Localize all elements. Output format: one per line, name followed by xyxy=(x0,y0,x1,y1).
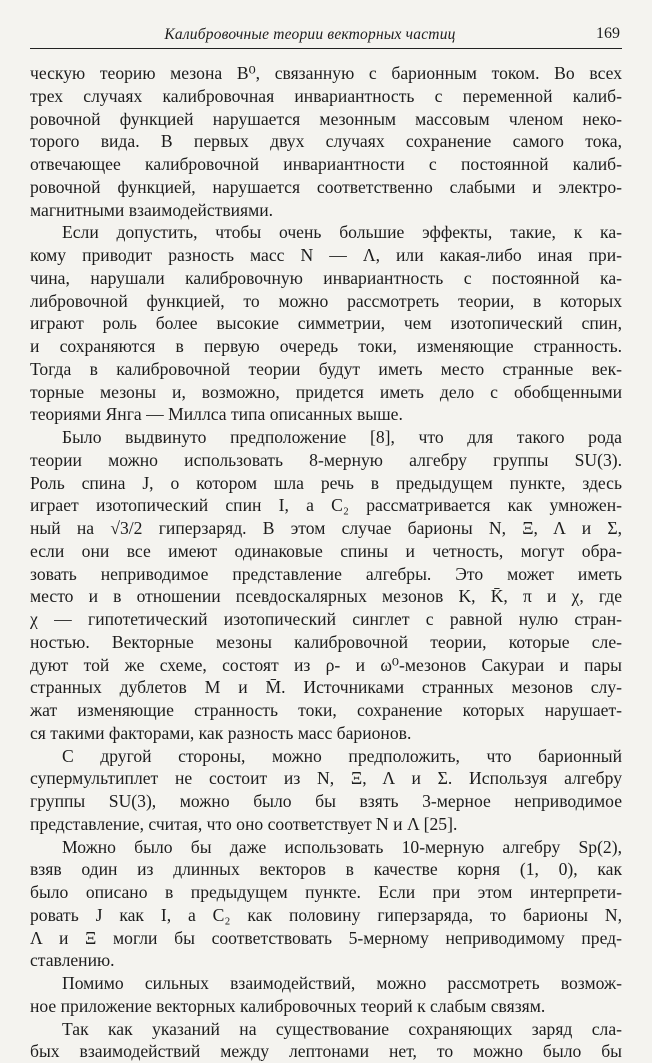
text-line: Тогда в калибровочной теории будут иметь место странные век- xyxy=(30,358,622,381)
text-line: группы SU(3), можно было бы взять 3-мерное неприводимое xyxy=(30,790,622,813)
text-line: место и в отношении псевдоскалярных мезонов K, K̄, π и χ, где xyxy=(30,585,622,608)
paragraph-7 xyxy=(30,1018,622,1063)
text-line: теориями Янга — Миллса типа описанных выше. xyxy=(30,403,622,426)
body-text xyxy=(30,62,622,1063)
text-line: отвечающее калибровочной инвариантности с постоянной калиб- xyxy=(30,153,622,176)
paragraph-1 xyxy=(30,62,622,221)
text-line: жат изменяющие странность токи, сохранение которых нарушает- xyxy=(30,699,622,722)
text-line: теории можно использовать 8-мерную алгебру группы SU(3). xyxy=(30,449,622,472)
text-line: Λ и Ξ могли бы соответствовать 5-мерному неприводимому пред- xyxy=(30,927,622,950)
text-line: дуют той же схеме, состоят из ρ- и ω⁰-мезонов Сакураи и пары xyxy=(30,654,622,677)
text-line: играет изотопический спин I, а C₂ рассматривается как умножен- xyxy=(30,494,622,517)
text-line: Было выдвинуто предположение [8], что для такого рода xyxy=(30,426,622,449)
text-line: либровочной функцией, то можно рассмотреть теории, в которых xyxy=(30,290,622,313)
text-line: χ — гипотетический изотопический синглет с равной нулю стран- xyxy=(30,608,622,631)
text-line: Роль спина J, о котором шла речь в предыдущем пункте, здесь xyxy=(30,472,622,495)
text-line: играют роль более высокие симметрии, чем изотопический спин, xyxy=(30,312,622,335)
text-line: представление, считая, что оно соответствует N и Λ [25]. xyxy=(30,813,622,836)
text-line: кому приводит разность масс N — Λ, или какая-либо иная при- xyxy=(30,244,622,267)
running-title: Калибровочные теории векторных частиц xyxy=(30,26,590,44)
paragraph-4 xyxy=(30,745,622,836)
page-number: 169 xyxy=(596,25,620,43)
text-line: взяв один из длинных векторов в качестве корня (1, 0), как xyxy=(30,858,622,881)
text-line: ровочной функцией нарушается мезонным массовым членом неко- xyxy=(30,108,622,131)
paragraph-6 xyxy=(30,972,622,1018)
paragraph-2 xyxy=(30,221,622,426)
text-line: ставлению. xyxy=(30,949,622,972)
text-line: Помимо сильных взаимодействий, можно рассмотреть возмож- xyxy=(30,972,622,995)
text-line: ческую теорию мезона B⁰, связанную с барионным током. Во всех xyxy=(30,62,622,85)
text-line: торные мезоны и, возможно, придется иметь дело с обобщенными xyxy=(30,381,622,404)
text-line: супермультиплет не состоит из N, Ξ, Λ и Σ. Используя алгебру xyxy=(30,767,622,790)
text-line: С другой стороны, можно предположить, что барионный xyxy=(30,745,622,768)
text-line: если они все имеют одинаковые спины и четность, могут обра- xyxy=(30,540,622,563)
text-line: зовать неприводимое представление алгебры. Это может иметь xyxy=(30,563,622,586)
paragraph-5 xyxy=(30,836,622,973)
text-line: Можно было бы даже использовать 10-мерную алгебру Sp(2), xyxy=(30,836,622,859)
text-line: и сохраняются в первую очередь токи, изменяющие странность. xyxy=(30,335,622,358)
text-line: ный на √3/2 гиперзаряд. В этом случае барионы N, Ξ, Λ и Σ, xyxy=(30,517,622,540)
text-line: ностью. Векторные мезоны калибровочной теории, которые сле- xyxy=(30,631,622,654)
text-line: Если допустить, чтобы очень большие эффекты, такие, к ка- xyxy=(30,221,622,244)
text-line: было описано в предыдущем пункте. Если при этом интерпрети- xyxy=(30,881,622,904)
text-line: Так как указаний на существование сохраняющих заряд сла- xyxy=(30,1018,622,1041)
text-line: ное приложение векторных калибровочных теорий к слабым связям. xyxy=(30,995,622,1018)
text-line: ровочной функцией, нарушается соответственно слабыми и электро- xyxy=(30,176,622,199)
text-line: трех случаях калибровочная инвариантность с переменной калиб- xyxy=(30,85,622,108)
running-head xyxy=(30,24,622,49)
text-line: бых взаимодействий между лептонами нет, то можно было бы xyxy=(30,1040,622,1063)
text-line: торого вида. В первых двух случаях сохранение самого тока, xyxy=(30,130,622,153)
text-line: магнитными взаимодействиями. xyxy=(30,199,622,222)
paragraph-3 xyxy=(30,426,622,745)
text-line: странных дублетов M и M̄. Источниками странных мезонов слу- xyxy=(30,676,622,699)
text-line: ся такими факторами, как разность масс барионов. xyxy=(30,722,622,745)
text-line: чина, нарушали калибровочную инвариантность с постоянной ка- xyxy=(30,267,622,290)
text-line: ровать J как I, а C₂ как половину гиперзаряда, то барионы N, xyxy=(30,904,622,927)
